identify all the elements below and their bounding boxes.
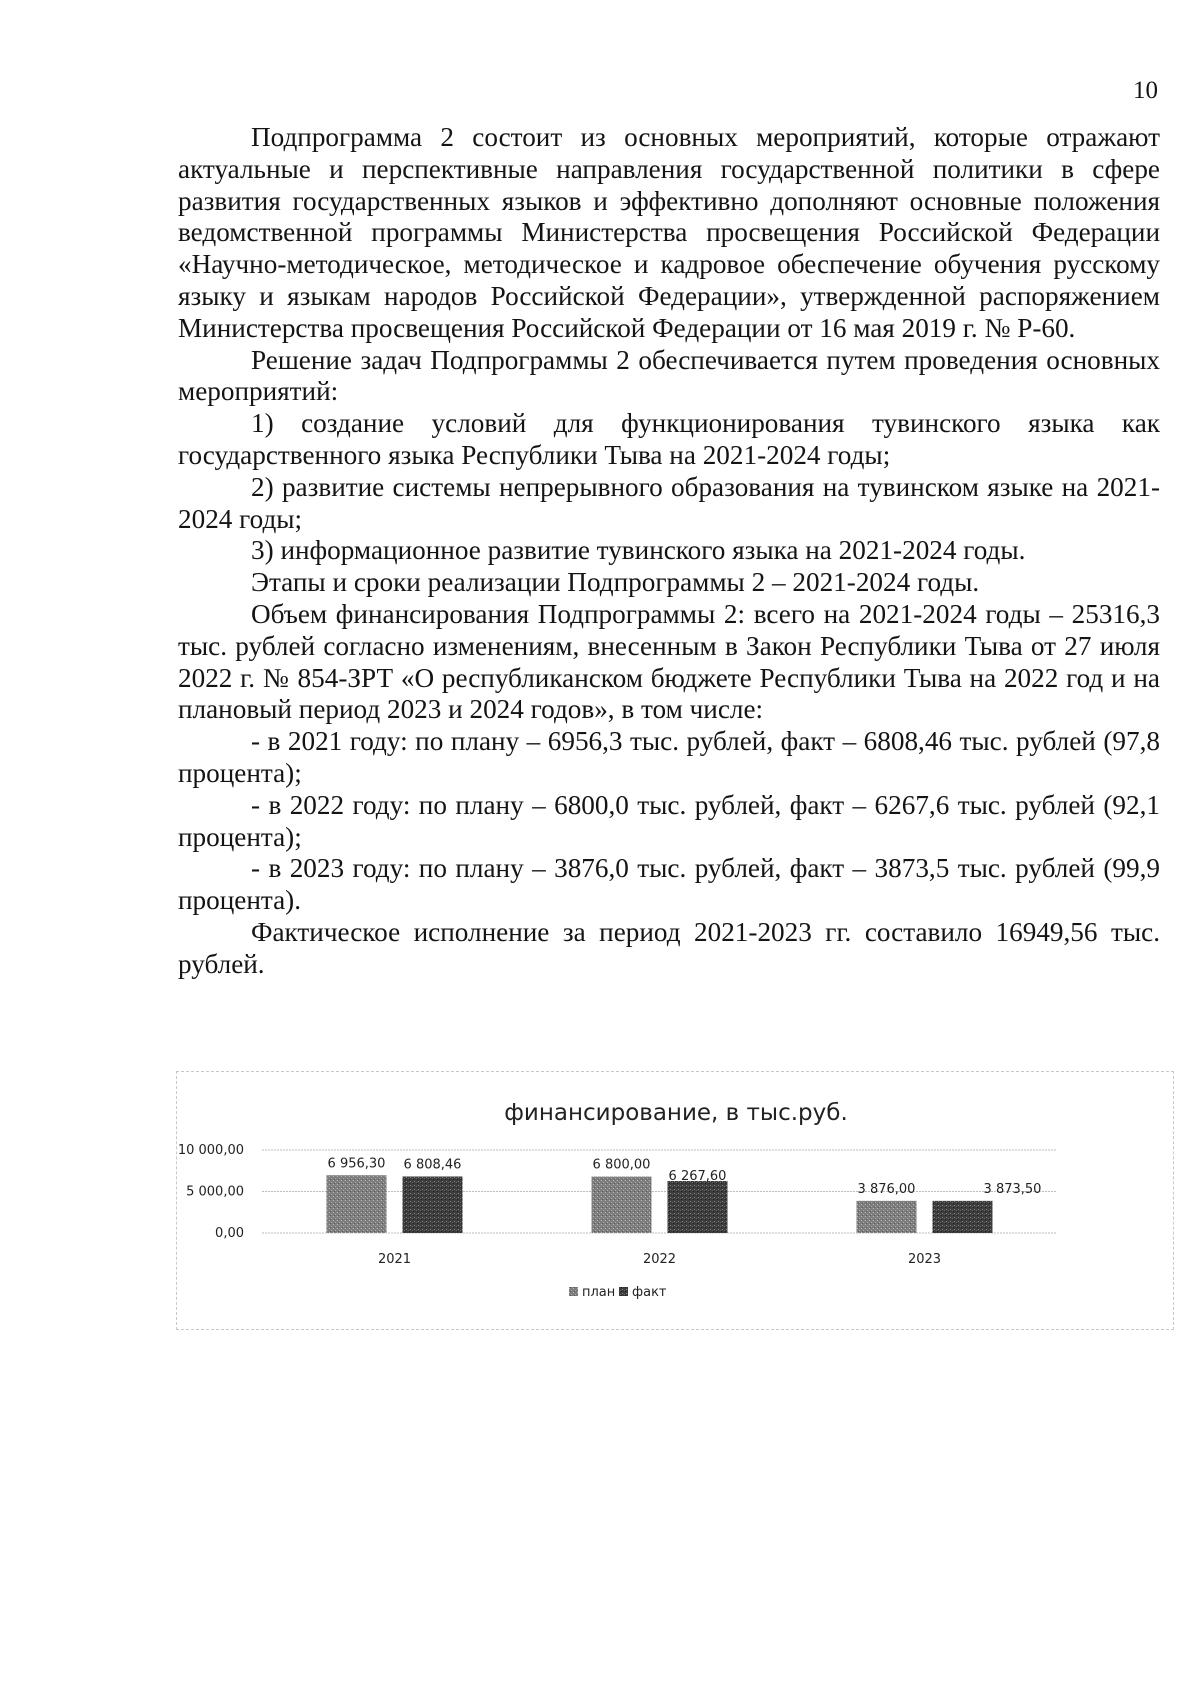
- list-item-funding-2022: - в 2022 году: по плану – 6800,0 тыс. рублей, факт – 6267,6 тыс. рублей (92,1 процента);: [178, 789, 1160, 852]
- bar-факт-2023: [933, 1201, 993, 1233]
- list-item-funding-2021: - в 2021 году: по плану – 6956,3 тыс. рублей, факт – 6808,46 тыс. рублей (97,8 процента);: [178, 726, 1160, 788]
- y-tick-label: 10 000,00: [177, 1143, 244, 1158]
- bar-факт-2022: [668, 1181, 728, 1233]
- list-item-task-1: 1) создание условий для функционирования тувинского языка как государственного языка Республики Тыва на 2021-2024 годы;: [178, 408, 1160, 470]
- x-tick-label: 2023: [907, 1252, 942, 1267]
- funding-chart-svg: [177, 1072, 1175, 1331]
- chart-legend: [569, 1285, 667, 1300]
- legend-label: план: [582, 1285, 616, 1300]
- bar-план-2021: [327, 1175, 387, 1233]
- chart-title: финансирование, в тыс.руб.: [504, 1100, 848, 1126]
- list-item-funding-2023: - в 2023 году: по плану – 3876,0 тыс. рублей, факт – 3873,5 тыс. рублей (99,9 процента).: [178, 853, 1160, 916]
- bar-факт-2021: [403, 1176, 463, 1233]
- x-tick-label: 2021: [377, 1252, 412, 1267]
- legend-swatch: [569, 1287, 578, 1296]
- x-tick-label: 2022: [642, 1252, 677, 1267]
- paragraph-subprogram-description: Подпрограмма 2 состоит из основных мероприятий, которые отражают актуальные и перспективные направления государственной политики в сфере развития государственных языков и эффективно дополняют основные положения ведомственной программы Министерства просвещения Российской Федерации «Научно-методическое, методическое и кадровое обеспечение обучения русскому языку и языкам народов Российской Федерации», утвержденной распоряжением Министерства просвещения Российской Федерации от 16 мая 2019 г. № Р-60.: [178, 122, 1160, 343]
- paragraph-funding-volume: Объем финансирования Подпрограммы 2: всего на 2021-2024 годы – 25316,3 тыс. рублей согласно изменениям, внесенным в Закон Республики Тыва от 27 июля 2022 г. № 854-ЗРТ «О республиканском бюджете Республики Тыва на 2022 год и на плановый период 2023 и 2024 годов», в том числе:: [178, 598, 1160, 725]
- list-item-task-3: 3) информационное развитие тувинского языка на 2021-2024 годы.: [251, 535, 1026, 566]
- data-label: 6 956,30: [327, 1156, 386, 1172]
- data-label: 6 267,60: [668, 1168, 727, 1184]
- legend-swatch: [619, 1287, 628, 1296]
- bar-план-2022: [592, 1177, 652, 1233]
- data-label: 6 800,00: [592, 1157, 651, 1173]
- y-tick-label: 5 000,00: [186, 1184, 244, 1200]
- bar-план-2023: [857, 1201, 917, 1233]
- list-item-task-2: 2) развитие системы непрерывного образования на тувинском языке на 2021-2024 годы;: [178, 471, 1160, 534]
- data-label: 3 876,00: [857, 1181, 916, 1197]
- data-label: 3 873,50: [983, 1181, 1042, 1197]
- page-number: 10: [1133, 77, 1158, 104]
- paragraph-stages: Этапы и сроки реализации Подпрограммы 2 – 2021-2024 годы.: [251, 567, 980, 598]
- funding-chart: [176, 1071, 1174, 1330]
- data-label: 6 808,46: [403, 1157, 462, 1173]
- paragraph-tasks-intro: Решение задач Подпрограммы 2 обеспечивается путем проведения основных мероприятий:: [178, 344, 1160, 407]
- y-tick-label: 0,00: [215, 1226, 244, 1241]
- paragraph-actual-execution: Фактическое исполнение за период 2021-2023 гг. составило 16949,56 тыс. рублей.: [178, 916, 1160, 979]
- document-text: [178, 122, 1160, 981]
- legend-label: факт: [632, 1285, 667, 1300]
